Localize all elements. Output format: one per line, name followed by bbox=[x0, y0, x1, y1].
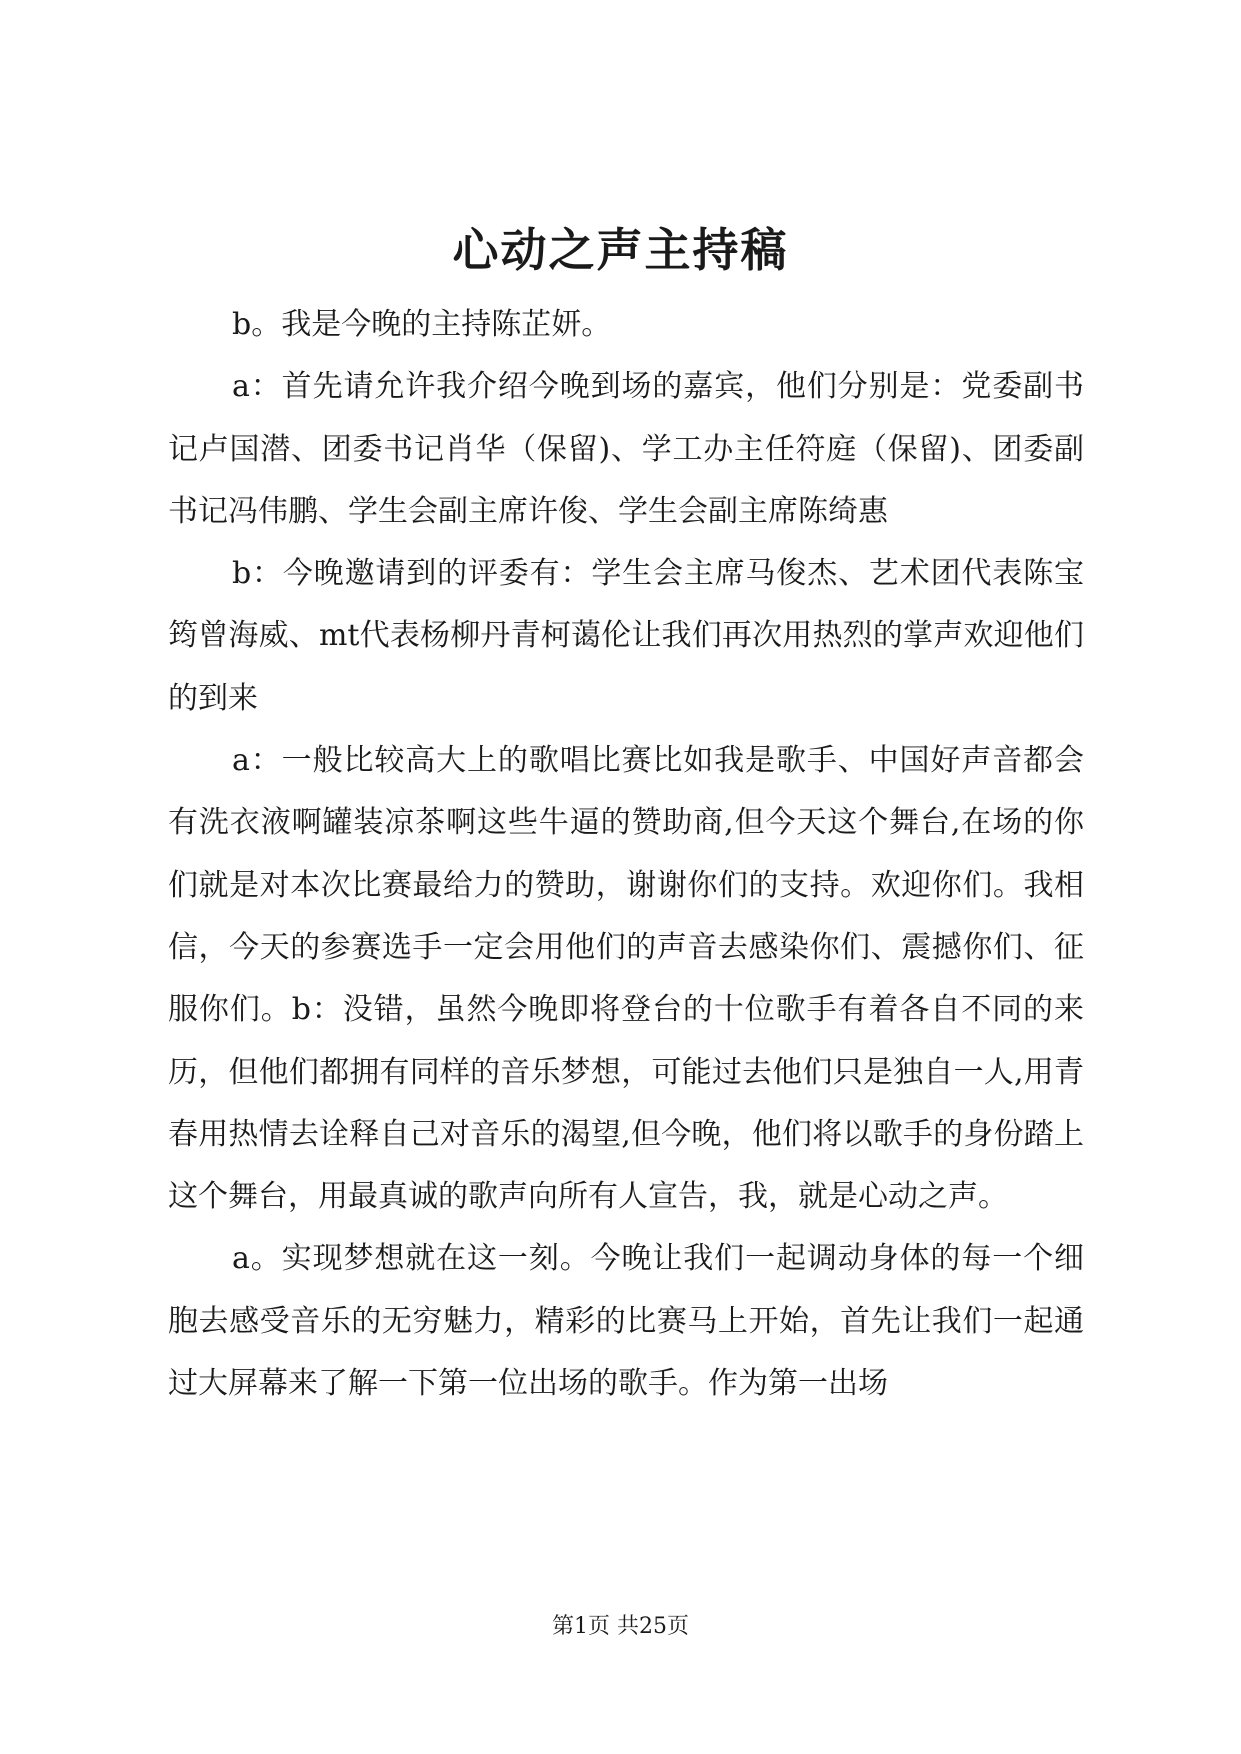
paragraph-1: b。我是今晚的主持陈芷妍。 bbox=[232, 307, 612, 342]
paragraph-4: a：一般比较高大上的歌唱比赛比如我是歌手、中国好声音都会有洗衣液啊罐装凉茶啊这些牛逼的赞助商,但今天这个舞台,在场的你们就是对本次比赛最给力的赞助，谢谢你们的支持。欢迎你们。我相信，今天的参赛选手一定会用他们的声音去感染你们、震撼你们、征服你们。b：没错，虽然今晚即将登台的十位歌手有着各自不同的来历，但他们都拥有同样的音乐梦想，可能过去他们只是独自一人,用青春用热情去诠释自己对音乐的渴望,但今晚，他们将以歌手的身份踏上这个舞台，用最真诚的歌声向所有人宣告，我，就是心动之声。 bbox=[168, 743, 1084, 1215]
paragraph-5: a。实现梦想就在这一刻。今晚让我们一起调动身体的每一个细胞去感受音乐的无穷魅力，精彩的比赛马上开始，首先让我们一起通过大屏幕来了解一下第一位出场的歌手。作为第一出场 bbox=[168, 1241, 1084, 1402]
page-title: 心动之声主持稿 bbox=[452, 223, 789, 277]
page-footer: 第1页 共25页 bbox=[552, 1614, 689, 1639]
document-body bbox=[168, 294, 1084, 1415]
paragraph-3: b：今晚邀请到的评委有：学生会主席马俊杰、艺术团代表陈宝筠曾海威、mt代表杨柳丹青柯蔼伦让我们再次用热烈的掌声欢迎他们的到来 bbox=[168, 556, 1084, 716]
paragraph-2: a：首先请允许我介绍今晚到场的嘉宾，他们分别是：党委副书记卢国潜、团委书记肖华（保留)、学工办主任符庭（保留)、团委副书记冯伟鹏、学生会副主席许俊、学生会副主席陈绮惠 bbox=[168, 369, 1084, 529]
